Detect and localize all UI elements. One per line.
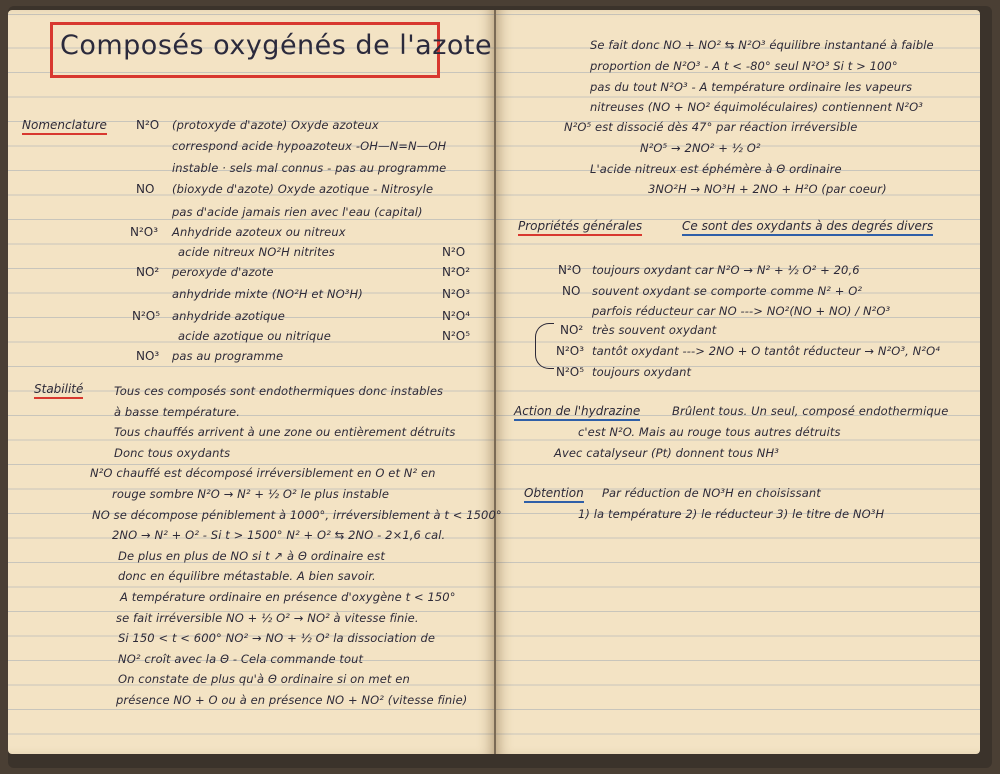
proprietes-formula: NO² — [560, 323, 584, 337]
stabilite-line: Si 150 < t < 600° NO² → NO + ½ O² la dissociation de — [118, 631, 436, 646]
nomenclature-text: pas au programme — [172, 349, 284, 363]
stabilite-line: présence NO + O ou à en présence NO + NO² (vitesse finie) — [116, 693, 468, 707]
stabilite-line: NO se décompose péniblement à 1000°, irréversiblement à t < 1500° — [92, 507, 502, 522]
hydrazine-line: Avec catalyseur (Pt) donnent tous NH³ — [554, 446, 779, 460]
nomenclature-text: anhydride azotique — [172, 309, 285, 323]
proprietes-text: très souvent oxydant — [592, 323, 717, 337]
nomenclature-heading: Nomenclature — [22, 118, 107, 135]
stabilite-heading: Stabilité — [34, 382, 83, 399]
nomenclature-formula-right: N²O² — [442, 265, 471, 279]
obtention-line: 1) la température 2) le réducteur 3) le titre de NO³H — [578, 507, 885, 521]
proprietes-text: toujours oxydant — [592, 365, 692, 379]
proprietes-formula: N²O³ — [556, 344, 585, 358]
stabilite-line: Tous ces composés sont endothermiques donc instables — [114, 384, 444, 398]
nomenclature-formula: NO³ — [136, 349, 160, 363]
nomenclature-text: acide nitreux NO²H nitrites — [178, 245, 335, 259]
nomenclature-text: anhydride mixte (NO²H et NO³H) — [172, 287, 363, 301]
nomenclature-formula-right: N²O³ — [442, 287, 471, 301]
nomenclature-text: (bioxyde d'azote) Oxyde azotique - Nitrosyle — [172, 182, 434, 196]
stabilite-line: On constate de plus qu'à Θ ordinaire si on met en — [118, 672, 410, 687]
nomenclature-text: instable · sels mal connus - pas au programme — [172, 161, 447, 175]
stabilite-line: NO² croît avec la Θ - Cela commande tout — [118, 651, 364, 666]
stabilite-line: Tous chauffés arrivent à une zone ou entièrement détruits — [114, 425, 456, 440]
stabilite-line: Donc tous oxydants — [114, 445, 231, 460]
proprietes-formula: N²O — [558, 263, 582, 277]
nomenclature-text: correspond acide hypoazoteux -OH—N=N—OH — [172, 139, 447, 153]
stabilite-line: A température ordinaire en présence d'oxygène t < 150° — [120, 590, 456, 604]
nomenclature-formula-right: N²O — [442, 245, 466, 259]
intro-line: N²O⁵ est dissocié dès 47° par réaction irréversible — [564, 120, 858, 134]
nomenclature-text: (protoxyde d'azote) Oxyde azoteux — [172, 118, 379, 132]
nomenclature-text: pas d'acide jamais rien avec l'eau (capital) — [172, 205, 423, 219]
proprietes-formula: N²O⁵ — [556, 365, 585, 379]
nomenclature-formula: NO² — [136, 265, 160, 279]
intro-line: N²O⁵ → 2NO² + ½ O² — [640, 141, 761, 155]
nomenclature-formula: N²O — [136, 118, 160, 132]
nomenclature-text: Anhydride azoteux ou nitreux — [172, 225, 346, 239]
nomenclature-formula-right: N²O⁵ — [442, 329, 471, 343]
obtention-heading: Obtention — [524, 486, 584, 503]
stabilite-line: De plus en plus de NO si t ↗ à Θ ordinaire est — [118, 548, 385, 563]
stabilite-line: rouge sombre N²O → N² + ½ O² le plus instable — [112, 487, 390, 501]
proprietes-heading: Propriétés générales — [518, 219, 642, 236]
nomenclature-text: peroxyde d'azote — [172, 265, 274, 279]
intro-line: proportion de N²O³ - A t < -80° seul N²O³ Si t > 100° — [590, 59, 898, 73]
intro-line: nitreuses (NO + NO² équimoléculaires) contiennent N²O³ — [590, 100, 923, 114]
nomenclature-formula: NO — [136, 182, 155, 196]
proprietes-text: tantôt oxydant ---> 2NO + O tantôt réducteur → N²O³, N²O⁴ — [592, 344, 940, 358]
notebook-gutter — [494, 10, 496, 754]
stabilite-line: 2NO → N² + O² - Si t > 1500° N² + O² ⇆ 2NO - 2×1,6 cal. — [112, 528, 446, 543]
proprietes-text: souvent oxydant se comporte comme N² + O² — [592, 284, 863, 298]
nomenclature-formula: N²O³ — [130, 225, 159, 239]
hydrazine-line: c'est N²O. Mais au rouge tous autres détruits — [578, 425, 841, 439]
proprietes-text: toujours oxydant car N²O → N² + ½ O² + 20,6 — [592, 263, 860, 277]
stabilite-line: se fait irréversible NO + ½ O² → NO² à vitesse finie. — [116, 610, 419, 625]
proprietes-subtitle: Ce sont des oxydants à des degrés divers — [682, 219, 933, 236]
intro-line: L'acide nitreux est éphémère à Θ ordinaire — [590, 162, 842, 176]
intro-line: Se fait donc NO + NO² ⇆ N²O³ équilibre instantané à faible — [590, 38, 934, 52]
intro-line: 3NO²H → NO³H + 2NO + H²O (par coeur) — [648, 182, 887, 196]
stabilite-line: donc en équilibre métastable. A bien savoir. — [118, 569, 376, 584]
intro-line: pas du tout N²O³ - A température ordinaire les vapeurs — [590, 80, 913, 94]
hydrazine-heading: Action de l'hydrazine — [514, 404, 640, 421]
stabilite-line: à basse température. — [114, 404, 240, 419]
nomenclature-text: acide azotique ou nitrique — [178, 329, 331, 343]
proprietes-formula: NO — [562, 284, 581, 298]
page-title: Composés oxygénés de l'azote — [60, 30, 493, 61]
nomenclature-formula: N²O⁵ — [132, 309, 161, 323]
brace-mark — [535, 323, 554, 369]
obtention-line: Par réduction de NO³H en choisissant — [602, 486, 821, 500]
proprietes-text: parfois réducteur car NO ---> NO²(NO + NO) / N²O³ — [592, 304, 891, 318]
hydrazine-line: Brûlent tous. Un seul, composé endothermique — [672, 404, 949, 418]
nomenclature-formula-right: N²O⁴ — [442, 309, 471, 323]
stabilite-line: N²O chauffé est décomposé irréversiblement en O et N² en — [90, 466, 436, 481]
